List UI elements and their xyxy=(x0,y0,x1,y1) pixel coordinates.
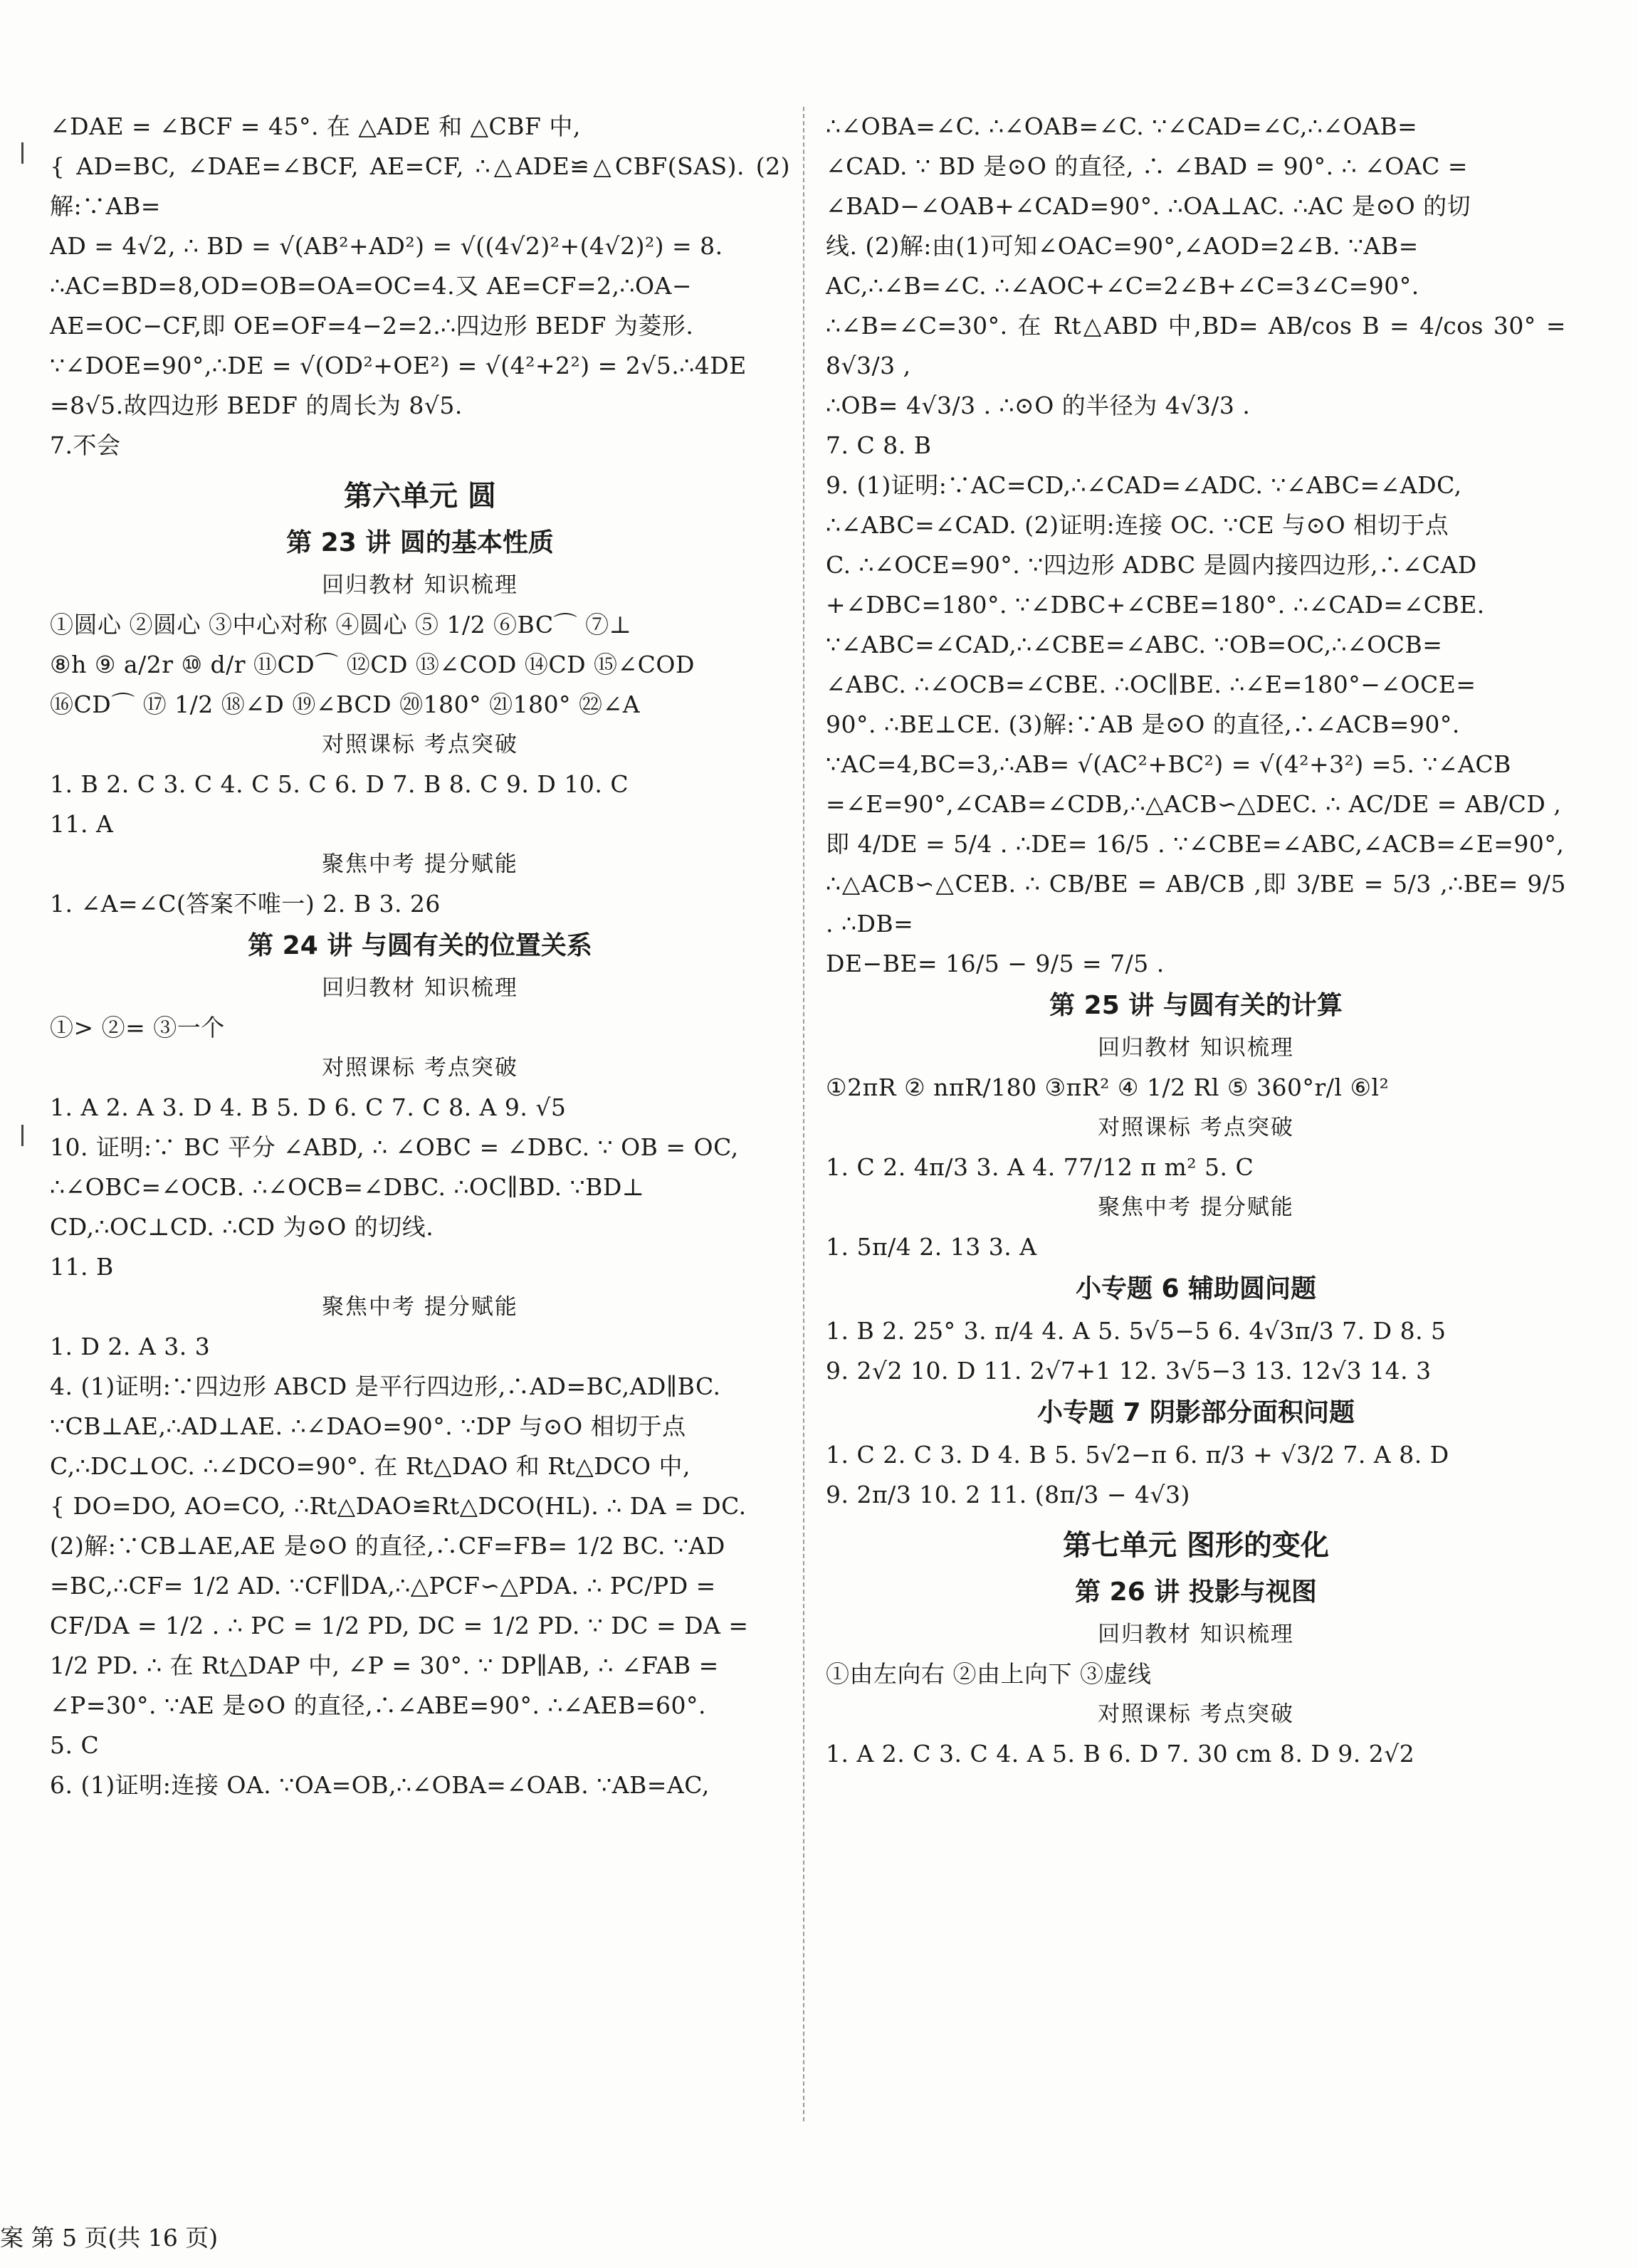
answer-line: DE−BE= 16/5 − 9/5 = 7/5 . xyxy=(826,950,1165,977)
answer-line: CF/DA = 1/2 . ∴ PC = 1/2 PD, DC = 1/2 PD. ∵ DC = DA = xyxy=(50,1612,749,1639)
answer-line: ①圆心 ②圆心 ③中心对称 ④圆心 ⑤ 1/2 ⑥BC⌒ ⑦⊥ xyxy=(50,611,632,639)
answer-line: ∴∠B=∠C=30°. 在 Rt△ABD 中,BD= AB/cos B = 4/cos 30° = 8√3/3 , xyxy=(826,312,1566,379)
section-heading: 聚焦中考 提分赋能 xyxy=(322,1294,518,1320)
answer-line: 90°. ∴BE⊥CE. (3)解:∵AB 是⊙O 的直径,∴∠ACB=90°. xyxy=(826,710,1460,738)
answer-line: ∵AC=4,BC=3,∴AB= √(AC²+BC²) = √(4²+3²) =5. ∵∠ACB xyxy=(826,750,1511,778)
answer-line: 1. 5π/4 2. 13 3. A xyxy=(826,1233,1037,1261)
margin-mark xyxy=(21,142,23,164)
answer-line: 9. 2√2 10. D 11. 2√7+1 12. 3√5−3 13. 12√3 14. 3 xyxy=(826,1357,1432,1385)
answer-line: 9. (1)证明:∵AC=CD,∴∠CAD=∠ADC. ∵∠ABC=∠ADC, xyxy=(826,471,1462,499)
section-heading: 聚焦中考 提分赋能 xyxy=(1098,1195,1294,1220)
answer-line: 即 4/DE = 5/4 . ∴DE= 16/5 . ∵∠CBE=∠ABC,∠ACB=∠E=90°, xyxy=(826,830,1565,858)
lecture-heading: 第 25 讲 与圆有关的计算 xyxy=(1049,991,1343,1020)
section-heading: 对照课标 考点突破 xyxy=(1098,1115,1294,1140)
answer-line: CD,∴OC⊥CD. ∴CD 为⊙O 的切线. xyxy=(50,1213,434,1241)
answer-line: { AD=BC, ∠DAE=∠BCF, AE=CF, ∴△ADE≌△CBF(SAS). (2)解:∵AB= xyxy=(50,152,790,220)
answer-line: 11. B xyxy=(50,1253,114,1281)
answer-line: 10. 证明:∵ BC 平分 ∠ABD, ∴ ∠OBC = ∠DBC. ∵ OB = OC, xyxy=(50,1133,739,1161)
answer-line: 1. B 2. 25° 3. π/4 4. A 5. 5√5−5 6. 4√3π/3 7. D 8. 5 xyxy=(826,1317,1447,1345)
answer-line: 11. A xyxy=(50,810,114,838)
unit-heading: 第七单元 图形的变化 xyxy=(1063,1529,1329,1562)
page-footer: 案 第 5 页(共 16 页) xyxy=(0,2224,219,2252)
answer-line: ∴∠OBC=∠OCB. ∴∠OCB=∠DBC. ∴OC∥BD. ∵BD⊥ xyxy=(50,1173,645,1201)
section-heading: 回归教材 知识梳理 xyxy=(1098,1035,1294,1061)
unit-heading: 第六单元 圆 xyxy=(344,480,496,513)
answer-line: ∵CB⊥AE,∴AD⊥AE. ∴∠DAO=90°. ∵DP 与⊙O 相切于点 xyxy=(50,1412,686,1440)
answer-line: ∴∠OBA=∠C. ∴∠OAB=∠C. ∵∠CAD=∠C,∴∠OAB= xyxy=(826,112,1418,140)
answer-line: C,∴DC⊥OC. ∴∠DCO=90°. 在 Rt△DAO 和 Rt△DCO 中, xyxy=(50,1452,691,1480)
answer-line: ⑧h ⑨ a/2r ⑩ d/r ⑪CD⌒ ⑫CD ⑬∠COD ⑭CD ⑮∠COD xyxy=(50,651,695,678)
answer-line: ①> ②= ③一个 xyxy=(50,1014,225,1041)
answer-line: ∠DAE = ∠BCF = 45°. 在 △ADE 和 △CBF 中, xyxy=(50,112,581,140)
section-heading: 回归教材 知识梳理 xyxy=(1098,1622,1294,1647)
lecture-heading: 第 26 讲 投影与视图 xyxy=(1075,1577,1317,1607)
answer-line: ∵∠ABC=∠CAD,∴∠CBE=∠ABC. ∵OB=OC,∴∠OCB= xyxy=(826,631,1443,658)
left-column xyxy=(50,107,790,1805)
section-heading: 回归教材 知识梳理 xyxy=(322,572,518,598)
answer-line: ∵∠DOE=90°,∴DE = √(OD²+OE²) = √(4²+2²) = 2√5.∴4DE xyxy=(50,352,747,379)
answer-line: ⑯CD⌒ ⑰ 1/2 ⑱∠D ⑲∠BCD ⑳180° ㉑180° ㉒∠A xyxy=(50,691,641,718)
answer-line: 1. A 2. A 3. D 4. B 5. D 6. C 7. C 8. A 9. √5 xyxy=(50,1093,567,1121)
answer-line: ∴△ACB∽△CEB. ∴ CB/BE = AB/CB ,即 3/BE = 5/3 ,∴BE= 9/5 . ∴DB= xyxy=(826,870,1566,938)
answer-line: AD = 4√2, ∴ BD = √(AB²+AD²) = √((4√2)²+(4√2)²) = 8. xyxy=(50,232,723,260)
answer-line: C. ∴∠OCE=90°. ∵四边形 ADBC 是圆内接四边形,∴∠CAD xyxy=(826,551,1477,579)
answer-line: 1. C 2. 4π/3 3. A 4. 77/12 π m² 5. C xyxy=(826,1153,1254,1181)
answer-line: 1. B 2. C 3. C 4. C 5. C 6. D 7. B 8. C 9. D 10. C xyxy=(50,770,629,798)
answer-line: 1/2 PD. ∴ 在 Rt△DAP 中, ∠P = 30°. ∵ DP∥AB, ∴ ∠FAB = xyxy=(50,1652,719,1679)
answer-line: AE=OC−CF,即 OE=OF=4−2=2.∴四边形 BEDF 为菱形. xyxy=(50,312,694,340)
answer-line: =BC,∴CF= 1/2 AD. ∵CF∥DA,∴△PCF∽△PDA. ∴ PC/PD = xyxy=(50,1572,716,1600)
answer-line: ∴∠ABC=∠CAD. (2)证明:连接 OC. ∵CE 与⊙O 相切于点 xyxy=(826,511,1449,539)
answer-line: ∠ABC. ∴∠OCB=∠CBE. ∴OC∥BE. ∴∠E=180°−∠OCE= xyxy=(826,671,1476,698)
answer-line: 1. A 2. C 3. C 4. A 5. B 6. D 7. 30 cm 8. D 9. 2√2 xyxy=(826,1740,1415,1768)
answer-line: ①由左向右 ②由上向下 ③虚线 xyxy=(826,1660,1152,1688)
margin-mark xyxy=(21,1125,23,1146)
answer-line: ∠P=30°. ∵AE 是⊙O 的直径,∴∠ABE=90°. ∴∠AEB=60°. xyxy=(50,1691,706,1719)
answer-line: ∴OB= 4√3/3 . ∴⊙O 的半径为 4√3/3 . xyxy=(826,392,1251,419)
answer-line: { DO=DO, AO=CO, ∴Rt△DAO≌Rt△DCO(HL). ∴ DA = DC. xyxy=(50,1492,747,1520)
answer-line: 9. 2π/3 10. 2 11. (8π/3 − 4√3) xyxy=(826,1481,1190,1508)
answer-line: ∠CAD. ∵ BD 是⊙O 的直径, ∴ ∠BAD = 90°. ∴ ∠OAC = xyxy=(826,152,1469,180)
answer-line: 1. C 2. C 3. D 4. B 5. 5√2−π 6. π/3 + √3/2 7. A 8. D xyxy=(826,1441,1449,1469)
answer-line: 4. (1)证明:∵四边形 ABCD 是平行四边形,∴AD=BC,AD∥BC. xyxy=(50,1372,721,1400)
answer-line: =∠E=90°,∠CAB=∠CDB,∴△ACB∽△DEC. ∴ AC/DE = AB/CD , xyxy=(826,790,1562,818)
lecture-heading: 第 23 讲 圆的基本性质 xyxy=(286,528,554,557)
answer-line: =8√5.故四边形 BEDF 的周长为 8√5. xyxy=(50,392,463,419)
section-heading: 对照课标 考点突破 xyxy=(322,732,518,757)
answer-line: +∠DBC=180°. ∵∠DBC+∠CBE=180°. ∴∠CAD=∠CBE. xyxy=(826,591,1485,619)
column-divider xyxy=(803,107,804,2121)
lecture-heading: 第 24 讲 与圆有关的位置关系 xyxy=(248,931,592,960)
answer-line: AC,∴∠B=∠C. ∴∠AOC+∠C=2∠B+∠C=3∠C=90°. xyxy=(826,272,1419,300)
lecture-heading: 小专题 6 辅助圆问题 xyxy=(1075,1274,1317,1303)
answer-line: 7. C 8. B xyxy=(826,431,932,459)
answer-line: 6. (1)证明:连接 OA. ∵OA=OB,∴∠OBA=∠OAB. ∵AB=AC, xyxy=(50,1771,710,1799)
right-column xyxy=(826,107,1566,1774)
answer-line: 1. ∠A=∠C(答案不唯一) 2. B 3. 26 xyxy=(50,890,441,918)
section-heading: 回归教材 知识梳理 xyxy=(322,975,518,1001)
answer-line: 5. C xyxy=(50,1731,100,1759)
section-heading: 对照课标 考点突破 xyxy=(1098,1701,1294,1727)
section-heading: 对照课标 考点突破 xyxy=(322,1055,518,1081)
answer-line: 1. D 2. A 3. 3 xyxy=(50,1333,211,1360)
lecture-heading: 小专题 7 阴影部分面积问题 xyxy=(1036,1398,1355,1427)
answer-line: 线. (2)解:由(1)可知∠OAC=90°,∠AOD=2∠B. ∵AB= xyxy=(826,232,1419,260)
answer-line: 7.不会 xyxy=(50,431,121,459)
answer-line: ∠BAD−∠OAB+∠CAD=90°. ∴OA⊥AC. ∴AC 是⊙O 的切 xyxy=(826,192,1471,220)
answer-line: ①2πR ② nπR/180 ③πR² ④ 1/2 Rl ⑤ 360°r/l ⑥l² xyxy=(826,1073,1390,1101)
section-heading: 聚焦中考 提分赋能 xyxy=(322,851,518,877)
answer-line: (2)解:∵CB⊥AE,AE 是⊙O 的直径,∴CF=FB= 1/2 BC. ∵AD xyxy=(50,1532,725,1560)
answer-line: ∴AC=BD=8,OD=OB=OA=OC=4.又 AE=CF=2,∴OA− xyxy=(50,272,693,300)
